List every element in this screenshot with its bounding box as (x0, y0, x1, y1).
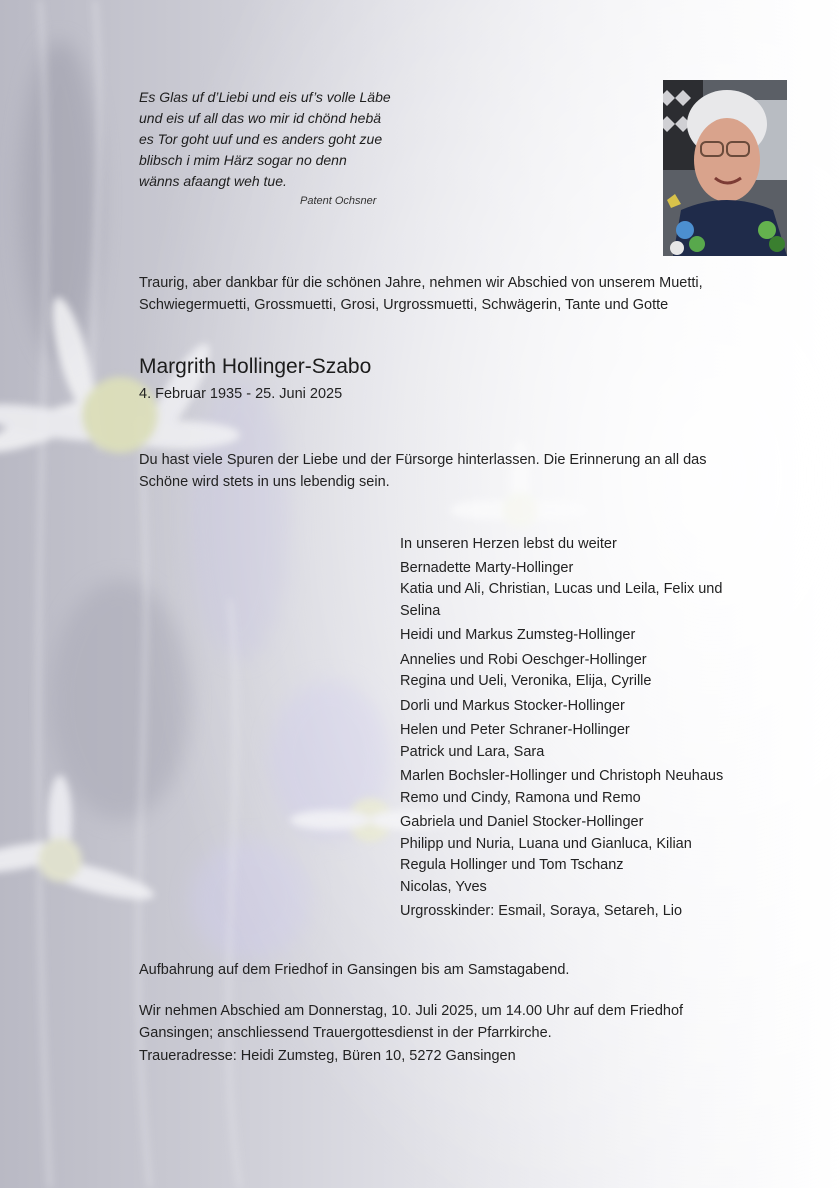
family-group (400, 720, 760, 763)
family-member-line: Urgrosskinder: Esmail, Soraya, Setareh, Lio (400, 903, 683, 919)
family-group (400, 696, 760, 718)
deceased-name: Margrith Hollinger-Szabo (139, 355, 372, 378)
family-member-line: Dorli und Markus Stocker-Hollinger (400, 697, 625, 714)
family-group (400, 812, 760, 898)
family-member-line: Marlen Bochsler-Hollinger und Christoph Neuhaus (400, 768, 724, 784)
quote-line: es Tor goht uuf und es anders goht zue (139, 131, 383, 147)
family-member-line: Nicolas, Yves (400, 878, 487, 895)
mourning-address: Traueradresse: Heidi Zumsteg, Büren 10, 5272 Gansingen (139, 1048, 516, 1064)
intro-text: Traurig, aber dankbar für die schönen Jahre, nehmen wir Abschied von unserem Muetti, Schwiegermuetti, Grossmuetti, Grosi, Urgrossmuetti, Schwägerin, Tante und Gotte (139, 275, 703, 313)
family-list (400, 534, 760, 926)
family-member-line: Bernadette Marty-Hollinger (400, 559, 574, 576)
family-member-line: Regula Hollinger und Tom Tschanz (400, 857, 624, 873)
family-group (400, 558, 760, 623)
memory-text: Du hast viele Spuren der Liebe und der Fürsorge hinterlassen. Die Erinnerung an all das Schöne wird stets in uns lebendig sein. (139, 452, 707, 490)
life-dates: 4. Februar 1935 - 25. Juni 2025 (139, 386, 343, 402)
family-member-line: Remo und Cindy, Ramona und Remo (400, 789, 641, 806)
funeral-info: Wir nehmen Abschied am Donnerstag, 10. Juli 2025, um 14.00 Uhr auf dem Friedhof Gansingen; anschliessend Trauergottesdienst in der Pfarrkirche. (139, 1003, 684, 1041)
family-member-line: Gabriela und Daniel Stocker-Hollinger (400, 814, 644, 830)
portrait-photo (663, 80, 787, 256)
family-group (400, 766, 760, 809)
quote-line: Es Glas uf d’Liebi und eis uf’s volle Läbe (139, 89, 391, 105)
family-intro: In unseren Herzen lebst du weiter (400, 536, 617, 552)
family-member-line: Helen und Peter Schraner-Hollinger (400, 722, 630, 738)
family-group (400, 901, 760, 923)
quote-line: blibsch i mim Härz sogar no denn (139, 152, 347, 168)
family-member-line: Katia und Ali, Christian, Lucas und Leila, Felix und Selina (400, 581, 723, 619)
family-member-line: Heidi und Markus Zumsteg-Hollinger (400, 627, 636, 643)
family-group (400, 650, 760, 693)
family-member-line: Regina und Ueli, Veronika, Elija, Cyrille (400, 673, 652, 689)
quote-block (139, 87, 439, 192)
family-member-line: Philipp und Nuria, Luana und Gianluca, Kilian (400, 835, 692, 852)
quote-author: Patent Ochsner (300, 195, 377, 207)
quote-line: und eis uf all das wo mir id chönd hebä (139, 110, 382, 126)
family-member-line: Patrick und Lara, Sara (400, 743, 545, 760)
family-member-line: Annelies und Robi Oeschger-Hollinger (400, 651, 647, 668)
family-group (400, 625, 760, 647)
viewing-info: Aufbahrung auf dem Friedhof in Gansingen bis am Samstagabend. (139, 962, 570, 978)
quote-line: wänns afaangt weh tue. (139, 173, 287, 189)
